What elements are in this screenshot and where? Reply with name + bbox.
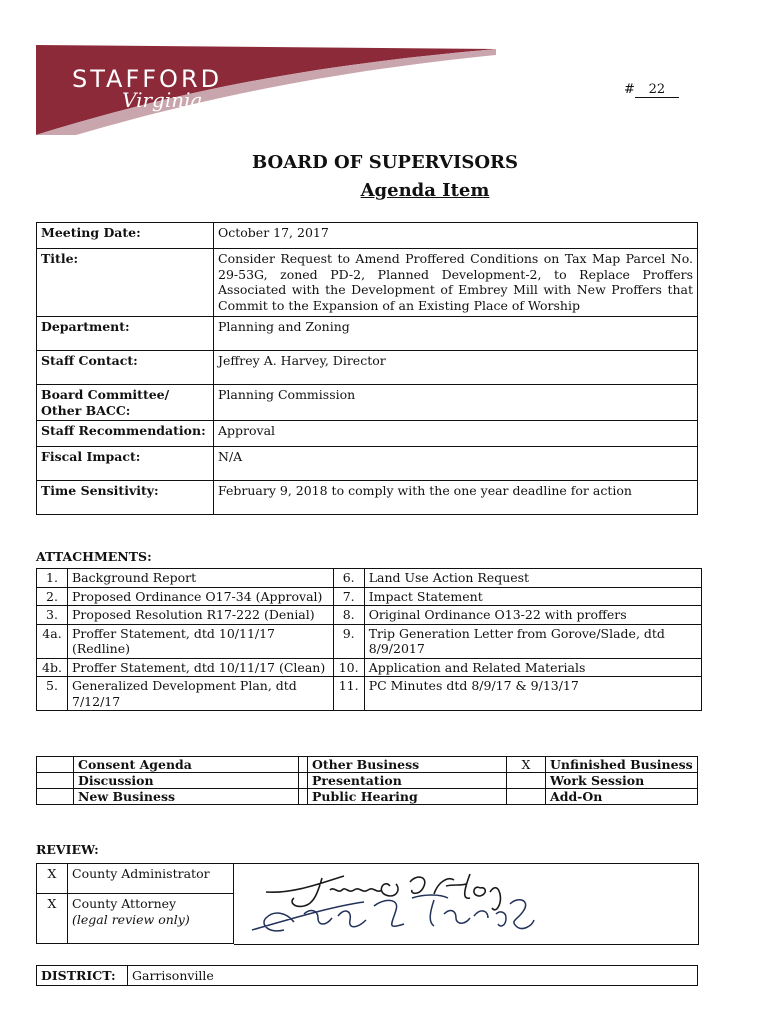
agenda-details-table <box>36 222 698 515</box>
attachments-table <box>36 568 702 711</box>
attachment-item: Trip Generation Letter from Gorove/Slade, dtd 8/9/2017 <box>364 624 701 658</box>
agenda-item-title: Agenda Item <box>360 180 490 201</box>
review-table <box>36 863 234 944</box>
field-label: Title: <box>37 249 214 317</box>
attachment-number: 1. <box>37 569 68 588</box>
category-label: Unfinished Business <box>546 757 698 773</box>
field-label: Time Sensitivity: <box>37 481 214 515</box>
attachment-item: Proffer Statement, dtd 10/11/17 (Redline) <box>68 624 334 658</box>
field-label: Staff Contact: <box>37 351 214 385</box>
attachment-number: 6. <box>333 569 364 588</box>
attachment-number: 3. <box>37 606 68 625</box>
attachment-number: 9. <box>333 624 364 658</box>
category-label: New Business <box>74 789 299 805</box>
attachment-number: 5. <box>37 677 68 711</box>
agenda-category-table <box>36 756 698 805</box>
attachment-number: 4b. <box>37 658 68 677</box>
svg-text:STAFFORD: STAFFORD <box>72 65 223 93</box>
attachment-item: PC Minutes dtd 8/9/17 & 9/13/17 <box>364 677 701 711</box>
attachment-item: Impact Statement <box>364 587 701 606</box>
field-label: Fiscal Impact: <box>37 447 214 481</box>
category-label: Public Hearing <box>308 789 507 805</box>
field-value: Approval <box>214 421 698 447</box>
category-check-cell <box>37 789 74 805</box>
attachment-item: Generalized Development Plan, dtd 7/12/17 <box>68 677 334 711</box>
field-value: October 17, 2017 <box>214 223 698 249</box>
field-value: Consider Request to Amend Proffered Conditions on Tax Map Parcel No. 29-53G, zoned PD-2, Planned Development-2, to Replace Proffers Associated with the Development of Embrey Mill with New Proffers that Commit to the Expansion of an Existing Place of Worship <box>214 249 698 317</box>
svg-text:Virginia: Virginia <box>122 88 203 112</box>
field-label: Board Committee/ Other BACC: <box>37 385 214 421</box>
field-label: Department: <box>37 317 214 351</box>
attachment-item: Background Report <box>68 569 334 588</box>
field-value: Jeffrey A. Harvey, Director <box>214 351 698 385</box>
attachment-item: Original Ordinance O13-22 with proffers <box>364 606 701 625</box>
review-check-mark: X <box>37 894 68 944</box>
review-note: (legal review only) <box>72 912 190 927</box>
attachment-item: Land Use Action Request <box>364 569 701 588</box>
review-label: County Administrator <box>68 864 234 894</box>
attachment-number: 4a. <box>37 624 68 658</box>
review-heading: REVIEW: <box>36 842 99 857</box>
handwritten-signatures <box>234 864 698 944</box>
category-check-cell <box>299 757 308 773</box>
category-check-mark: X <box>507 757 546 773</box>
attachment-item: Application and Related Materials <box>364 658 701 677</box>
district-value: Garrisonville <box>128 966 698 986</box>
category-check-cell <box>507 773 546 789</box>
category-check-cell <box>299 773 308 789</box>
attachment-number: 8. <box>333 606 364 625</box>
board-title: BOARD OF SUPERVISORS <box>251 152 519 173</box>
field-value: N/A <box>214 447 698 481</box>
review-check-mark: X <box>37 864 68 894</box>
category-label: Consent Agenda <box>74 757 299 773</box>
category-check-cell <box>37 757 74 773</box>
field-label: Meeting Date: <box>37 223 214 249</box>
category-check-cell <box>507 789 546 805</box>
category-label: Other Business <box>308 757 507 773</box>
category-check-cell <box>299 789 308 805</box>
field-value: February 9, 2018 to comply with the one year deadline for action <box>214 481 698 515</box>
agenda-item-number: # 22 <box>624 82 679 98</box>
category-label: Discussion <box>74 773 299 789</box>
district-table <box>36 965 698 986</box>
district-label: DISTRICT: <box>37 966 128 986</box>
attachments-heading: ATTACHMENTS: <box>36 549 152 564</box>
field-value: Planning and Zoning <box>214 317 698 351</box>
field-value: Planning Commission <box>214 385 698 421</box>
review-label: County Attorney (legal review only) <box>68 894 234 944</box>
attachment-number: 2. <box>37 587 68 606</box>
category-label: Add-On <box>546 789 698 805</box>
stafford-virginia-logo <box>36 45 496 135</box>
attachment-number: 7. <box>333 587 364 606</box>
attachment-item: Proffer Statement, dtd 10/11/17 (Clean) <box>68 658 334 677</box>
attachment-number: 11. <box>333 677 364 711</box>
category-label: Work Session <box>546 773 698 789</box>
category-check-cell <box>37 773 74 789</box>
category-label: Presentation <box>308 773 507 789</box>
signature-box <box>234 863 699 945</box>
attachment-item: Proposed Resolution R17-222 (Denial) <box>68 606 334 625</box>
field-label: Staff Recommendation: <box>37 421 214 447</box>
attachment-number: 10. <box>333 658 364 677</box>
attachment-item: Proposed Ordinance O17-34 (Approval) <box>68 587 334 606</box>
